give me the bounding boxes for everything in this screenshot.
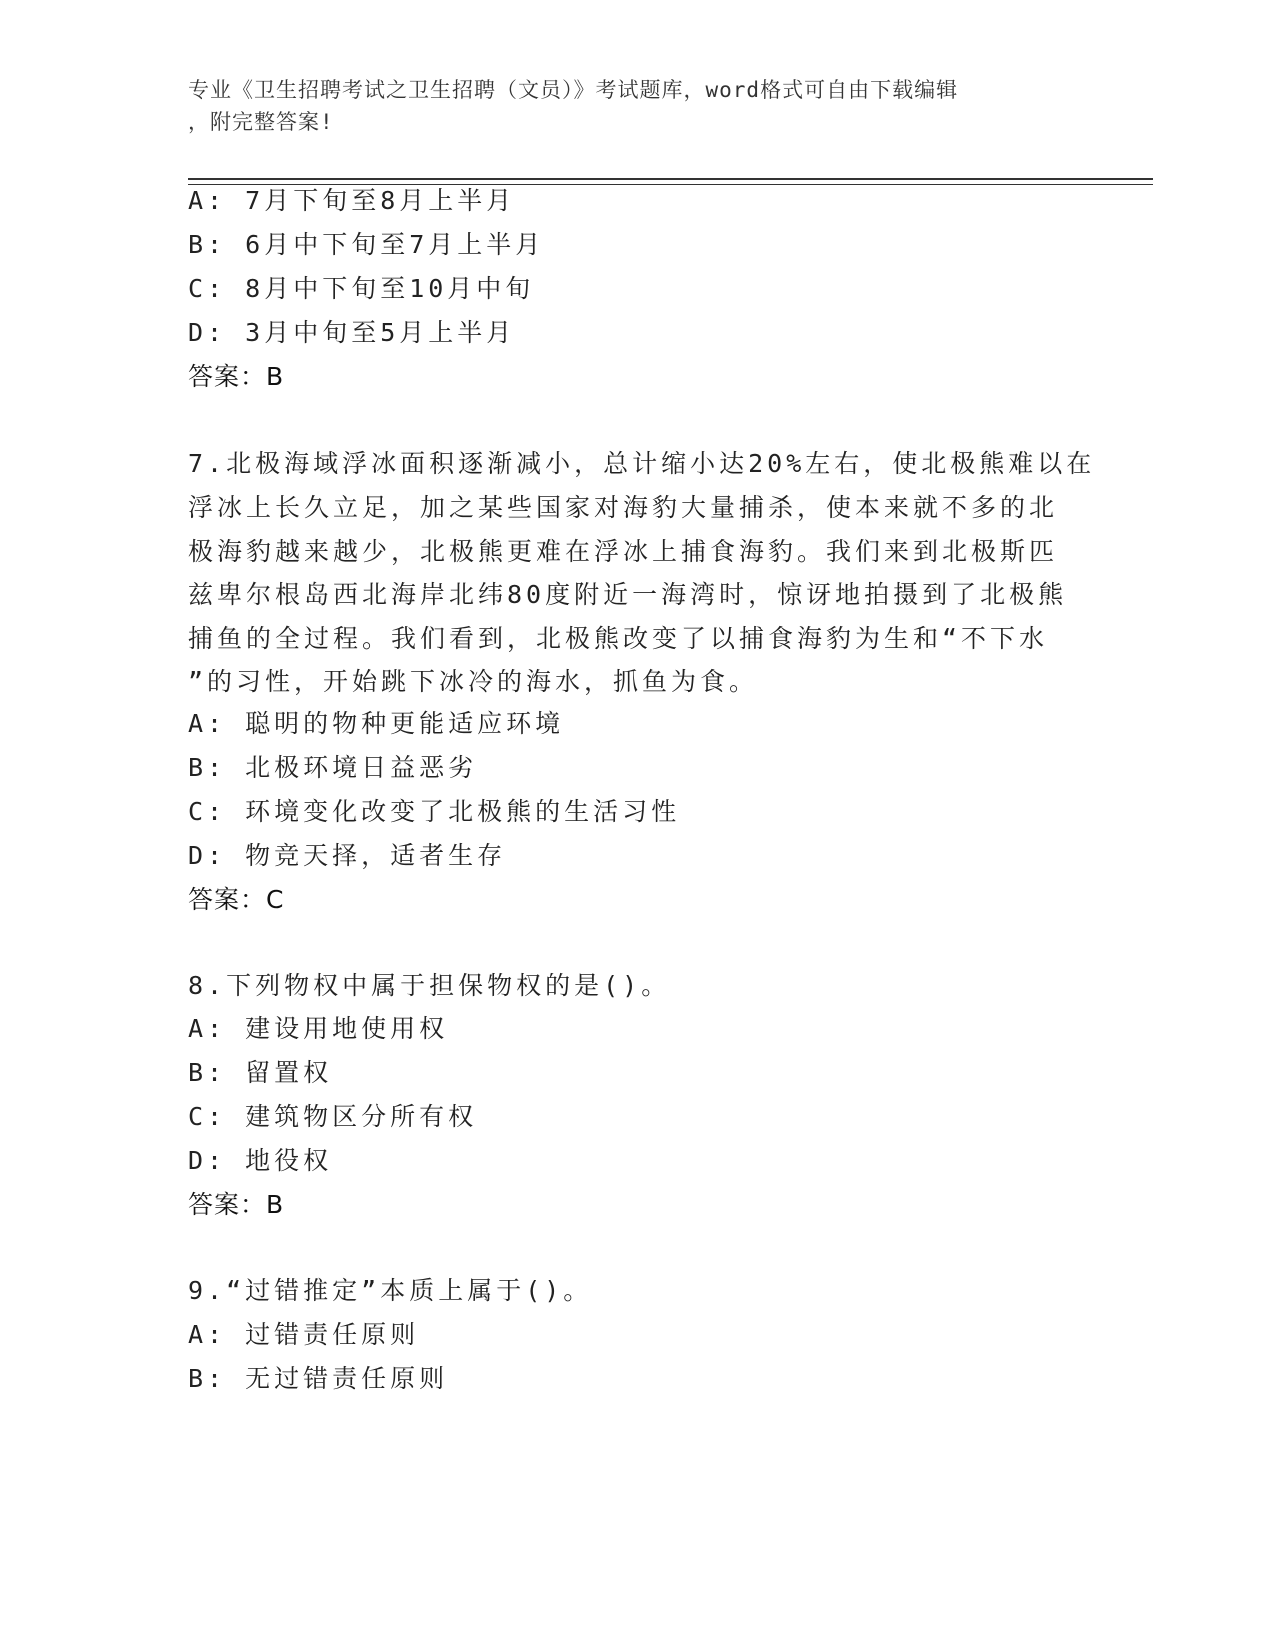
- option-b: B: 留置权: [188, 1058, 333, 1087]
- question-stem-line: 极海豹越来越少，北极熊更难在浮冰上捕食海豹。我们来到北极斯匹: [188, 537, 1059, 566]
- option-b: B: 无过错责任原则: [188, 1364, 449, 1393]
- option-b: B: 北极环境日益恶劣: [188, 753, 478, 782]
- question-stem-line: 捕鱼的全过程。我们看到，北极熊改变了以捕食海豹为生和“不下水: [188, 624, 1049, 653]
- question-stem-line: 7.北极海域浮冰面积逐渐减小，总计缩小达20%左右，使北极熊难以在: [188, 449, 1096, 478]
- option-a: A: 过错责任原则: [188, 1320, 420, 1349]
- option-a: A: 聪明的物种更能适应环境: [188, 709, 565, 738]
- option-b: B: 6月中下旬至7月上半月: [188, 230, 545, 259]
- header-divider: [188, 178, 1153, 180]
- option-d: D: 3月中旬至5月上半月: [188, 318, 516, 347]
- option-c: C: 8月中下旬至10月中旬: [188, 274, 535, 303]
- document-header: [188, 74, 1088, 138]
- option-c: C: 建筑物区分所有权: [188, 1102, 478, 1131]
- question-stem-line: ”的习性，开始跳下冰冷的海水，抓鱼为食。: [188, 667, 759, 696]
- option-a: A: 建设用地使用权: [188, 1014, 449, 1043]
- question-stem-line: 兹卑尔根岛西北海岸北纬80度附近一海湾时，惊讶地拍摄到了北极熊: [188, 580, 1068, 609]
- option-a: A: 7月下旬至8月上半月: [188, 186, 516, 215]
- header-line-1: 专业《卫生招聘考试之卫生招聘（文员）》考试题库，word格式可自由下载编辑: [188, 78, 959, 102]
- question-stem-line: 浮冰上长久立足，加之某些国家对海豹大量捕杀，使本来就不多的北: [188, 493, 1059, 522]
- answer: 答案：C: [188, 885, 285, 914]
- question-stem: 8.下列物权中属于担保物权的是()。: [188, 971, 671, 1000]
- header-line-2: ，附完整答案!: [188, 110, 334, 134]
- option-d: D: 物竞天择，适者生存: [188, 841, 507, 870]
- option-d: D: 地役权: [188, 1146, 333, 1175]
- answer: 答案：B: [188, 1190, 285, 1219]
- answer: 答案：B: [188, 362, 285, 391]
- question-stem: 9.“过错推定”本质上属于()。: [188, 1276, 593, 1305]
- option-c: C: 环境变化改变了北极熊的生活习性: [188, 797, 681, 826]
